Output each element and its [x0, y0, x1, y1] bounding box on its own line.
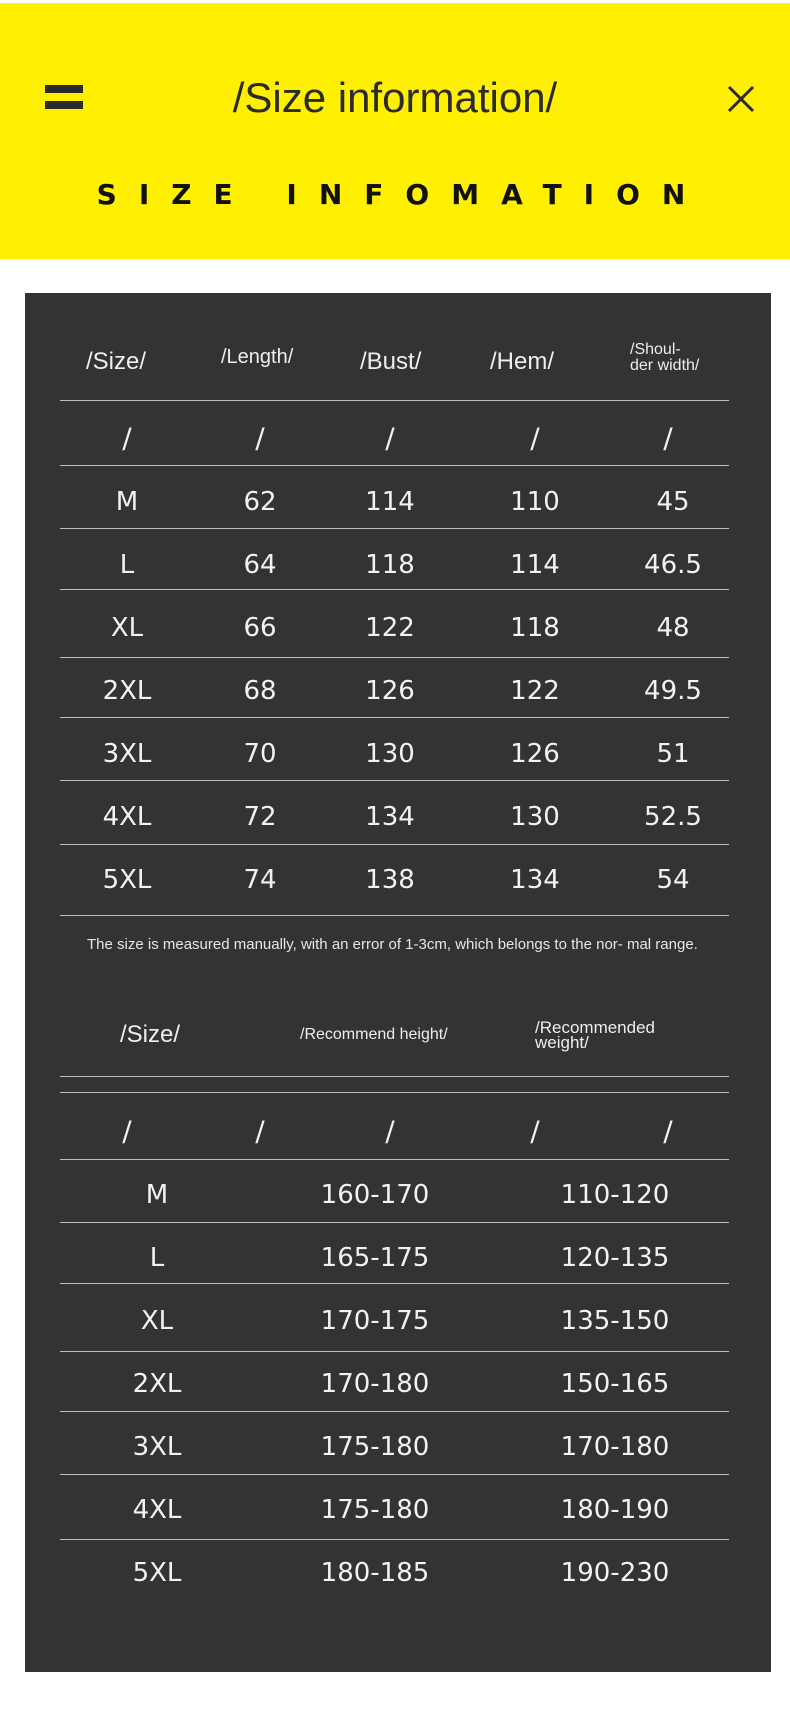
col-header-size-2: /Size/: [120, 1021, 181, 1048]
size-cell: 2XL: [102, 676, 152, 706]
measure-cell: 51: [656, 739, 690, 769]
size-cell: 5XL: [132, 1558, 182, 1588]
measure-cell: 68: [243, 676, 277, 706]
unit-cell: /: [530, 1114, 540, 1148]
unit-cell: /: [122, 421, 132, 455]
measure-cell: 122: [365, 613, 415, 643]
col-header-recommend-height: /Recommend height/: [300, 1026, 448, 1043]
row-divider: [60, 1539, 729, 1540]
measure-cell: 48: [656, 613, 690, 643]
measure-cell: 122: [510, 676, 560, 706]
size-cell: 2XL: [132, 1369, 182, 1399]
col-header-size: /Size/: [86, 348, 147, 375]
col-header-bust: /Bust/: [360, 348, 422, 375]
recommend-cell: 135-150: [560, 1306, 670, 1336]
row-divider: [60, 657, 729, 658]
recommend-cell: 190-230: [560, 1558, 670, 1588]
row-divider: [60, 1283, 729, 1284]
row-divider: [60, 1351, 729, 1352]
row-divider: [60, 1092, 729, 1093]
recommend-cell: 110-120: [560, 1180, 670, 1210]
measure-cell: 134: [510, 865, 560, 895]
recommend-cell: 165-175: [320, 1243, 430, 1273]
measure-cell: 118: [365, 550, 415, 580]
measure-cell: 64: [243, 550, 277, 580]
unit-cell: /: [663, 421, 673, 455]
col-header-recommended-weight-line1: /Recommended: [535, 1018, 656, 1037]
row-divider: [60, 1076, 729, 1077]
size-cell: 4XL: [132, 1495, 182, 1525]
recommend-cell: 175-180: [320, 1495, 430, 1525]
recommend-cell: 180-190: [560, 1495, 670, 1525]
close-icon[interactable]: [723, 81, 759, 117]
recommend-cell: 180-185: [320, 1558, 430, 1588]
measure-cell: 52.5: [644, 802, 702, 832]
measure-cell: 74: [243, 865, 277, 895]
unit-cell: /: [255, 1114, 265, 1148]
measure-cell: 118: [510, 613, 560, 643]
unit-cell: /: [530, 421, 540, 455]
row-divider: [60, 1411, 729, 1412]
measure-cell: 62: [243, 487, 277, 517]
recommend-cell: 120-135: [560, 1243, 670, 1273]
size-cell: M: [145, 1180, 169, 1210]
measure-cell: 54: [656, 865, 690, 895]
row-divider: [60, 717, 729, 718]
recommend-cell: 170-180: [560, 1432, 670, 1462]
measure-cell: 49.5: [644, 676, 702, 706]
size-cell: L: [149, 1243, 165, 1273]
page-title: /Size information/: [232, 74, 558, 121]
row-divider: [60, 1159, 729, 1160]
row-divider: [60, 915, 729, 916]
size-cell: M: [115, 487, 139, 517]
measure-cell: 110: [510, 487, 560, 517]
measure-cell: 46.5: [644, 550, 702, 580]
measurement-note: The size is measured manually, with an error of 1-3cm, which belongs to the nor- mal range.: [87, 936, 698, 953]
col-header-shoulder-line2: der width/: [630, 357, 700, 374]
measure-cell: 138: [365, 865, 415, 895]
row-divider: [60, 400, 729, 401]
size-cell: 4XL: [102, 802, 152, 832]
unit-cell: /: [385, 421, 395, 455]
recommend-cell: 160-170: [320, 1180, 430, 1210]
col-header-length: /Length/: [221, 346, 294, 368]
col-header-recommended-weight-line2: weight/: [535, 1033, 589, 1052]
size-cell: L: [119, 550, 135, 580]
row-divider: [60, 844, 729, 845]
recommend-cell: 150-165: [560, 1369, 670, 1399]
size-cell: XL: [110, 613, 144, 643]
size-cell: XL: [140, 1306, 174, 1336]
size-cell: 3XL: [102, 739, 152, 769]
unit-cell: /: [663, 1114, 673, 1148]
measure-cell: 114: [365, 487, 415, 517]
unit-cell: /: [385, 1114, 395, 1148]
col-header-hem: /Hem/: [490, 348, 555, 375]
size-chart-panel: [25, 293, 771, 1672]
section-subtitle: SIZE INFOMATION: [96, 178, 708, 211]
recommend-cell: 170-175: [320, 1306, 430, 1336]
row-divider: [60, 589, 729, 590]
col-header-shoulder-line1: /Shoul-: [630, 341, 681, 358]
measure-cell: 70: [243, 739, 277, 769]
measure-cell: 134: [365, 802, 415, 832]
measure-cell: 126: [510, 739, 560, 769]
size-cell: 3XL: [132, 1432, 182, 1462]
measure-cell: 130: [510, 802, 560, 832]
row-divider: [60, 780, 729, 781]
row-divider: [60, 1222, 729, 1223]
measure-cell: 72: [243, 802, 277, 832]
measure-cell: 114: [510, 550, 560, 580]
unit-cell: /: [255, 421, 265, 455]
row-divider: [60, 528, 729, 529]
measure-cell: 66: [243, 613, 277, 643]
unit-cell: /: [122, 1114, 132, 1148]
row-divider: [60, 1474, 729, 1475]
row-divider: [60, 465, 729, 466]
recommend-cell: 175-180: [320, 1432, 430, 1462]
recommend-cell: 170-180: [320, 1369, 430, 1399]
size-cell: 5XL: [102, 865, 152, 895]
header-banner: [0, 3, 790, 259]
measure-cell: 130: [365, 739, 415, 769]
measure-cell: 45: [656, 487, 690, 517]
measure-cell: 126: [365, 676, 415, 706]
